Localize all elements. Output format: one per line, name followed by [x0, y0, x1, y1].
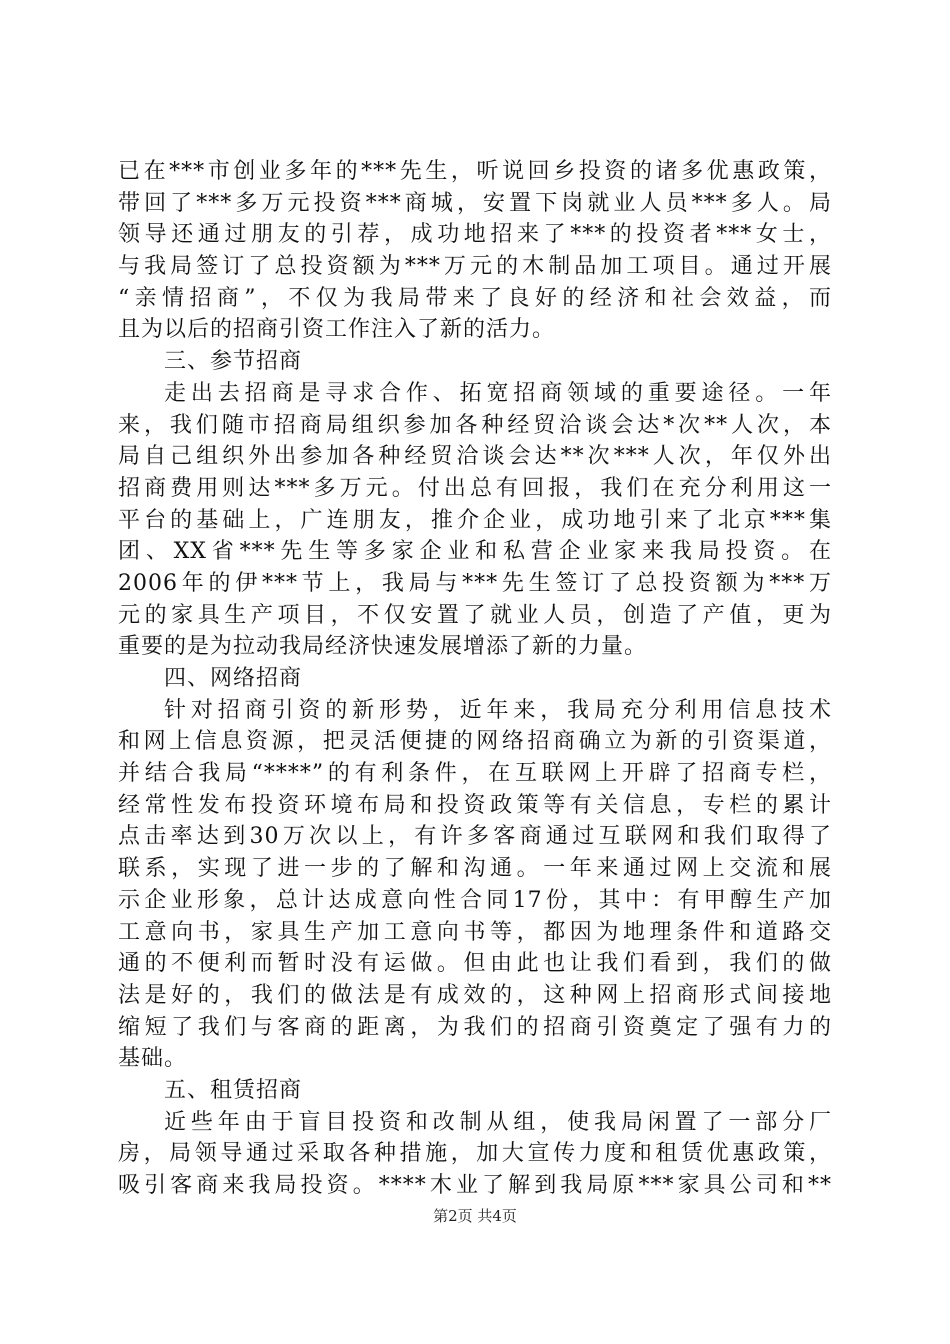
text-line: 带回了***多万元投资***商城，安置下岗就业人员***多人。局: [118, 190, 832, 216]
text-line: 点击率达到30万次以上，有许多客商通过互联网和我们取得了: [118, 824, 832, 850]
paragraph-continuation: [118, 156, 832, 346]
section-heading: 四、网络招商: [164, 666, 303, 691]
text-line: 和网上信息资源，把灵活便捷的网络招商确立为新的引资渠道，: [118, 729, 832, 755]
section-heading: 五、租赁招商: [164, 1077, 303, 1103]
text-line: 通的不便利而暂时没有运做。但由此也让我们看到，我们的做: [118, 951, 832, 977]
text-line: “亲情招商”，不仅为我局带来了良好的经济和社会效益，而: [118, 285, 832, 311]
text-line: 并结合我局“****”的有利条件，在互联网上开辟了招商专栏，: [118, 761, 832, 787]
paragraph: [118, 1107, 832, 1202]
text-line: 团、XX省***先生等多家企业和私营企业家来我局投资。在: [118, 539, 832, 565]
text-line: 工意向书，家具生产加工意向书等，都因为地理条件和道路交: [118, 919, 832, 945]
text-line: 平台的基础上，广连朋友，推介企业，成功地引来了北京***集: [118, 507, 832, 533]
text-line: 缩短了我们与客商的距离，为我们的招商引资奠定了强有力的: [118, 1014, 832, 1040]
text-line: 与我局签订了总投资额为***万元的木制品加工项目。通过开展: [118, 254, 832, 280]
text-line: 房，局领导通过采取各种措施，加大宣传力度和租赁优惠政策，: [118, 1141, 832, 1167]
text-line: 且为以后的招商引资工作注入了新的活力。: [118, 317, 556, 343]
document-body: [118, 156, 832, 1202]
page-footer: 第2页 共4页: [433, 1207, 517, 1225]
text-line: 领导还通过朋友的引荐，成功地招来了***的投资者***女士，: [118, 222, 832, 248]
paragraph: [118, 378, 832, 663]
text-line: 2006年的伊***节上，我局与***先生签订了总投资额为***万: [118, 570, 832, 596]
text-line: 重要的是为拉动我局经济快速发展增添了新的力量。: [118, 634, 648, 660]
text-line: 基础。: [118, 1046, 188, 1072]
section-heading: 三、参节招商: [164, 349, 303, 375]
text-line: 来，我们随市招商局组织参加各种经贸洽谈会达*次**人次，本: [118, 412, 832, 438]
text-line: 法是好的，我们的做法是有成效的，这种网上招商形式间接地: [118, 982, 832, 1008]
text-line: 走出去招商是寻求合作、拓宽招商领域的重要途径。一年: [164, 380, 832, 406]
text-line: 近些年由于盲目投资和改制从组，使我局闲置了一部分厂: [164, 1109, 832, 1135]
text-line: 招商费用则达***多万元。付出总有回报，我们在充分利用这一: [118, 475, 832, 501]
text-line: 示企业形象，总计达成意向性合同17份，其中：有甲醇生产加: [118, 887, 832, 913]
text-line: 元的家具生产项目，不仅安置了就业人员，创造了产值，更为: [118, 602, 832, 628]
text-line: 联系，实现了进一步的了解和沟通。一年来通过网上交流和展: [118, 856, 832, 882]
text-line: 已在***市创业多年的***先生，听说回乡投资的诸多优惠政策，: [118, 159, 832, 184]
text-line: 针对招商引资的新形势，近年来，我局充分利用信息技术: [164, 697, 832, 723]
text-line: 吸引客商来我局投资。****木业了解到我局原***家具公司和**: [118, 1173, 832, 1198]
paragraph: [118, 695, 832, 1075]
text-line: 局自己组织外出参加各种经贸洽谈会达**次***人次，年仅外出: [118, 444, 832, 470]
text-line: 经常性发布投资环境布局和投资政策等有关信息，专栏的累计: [118, 792, 832, 818]
